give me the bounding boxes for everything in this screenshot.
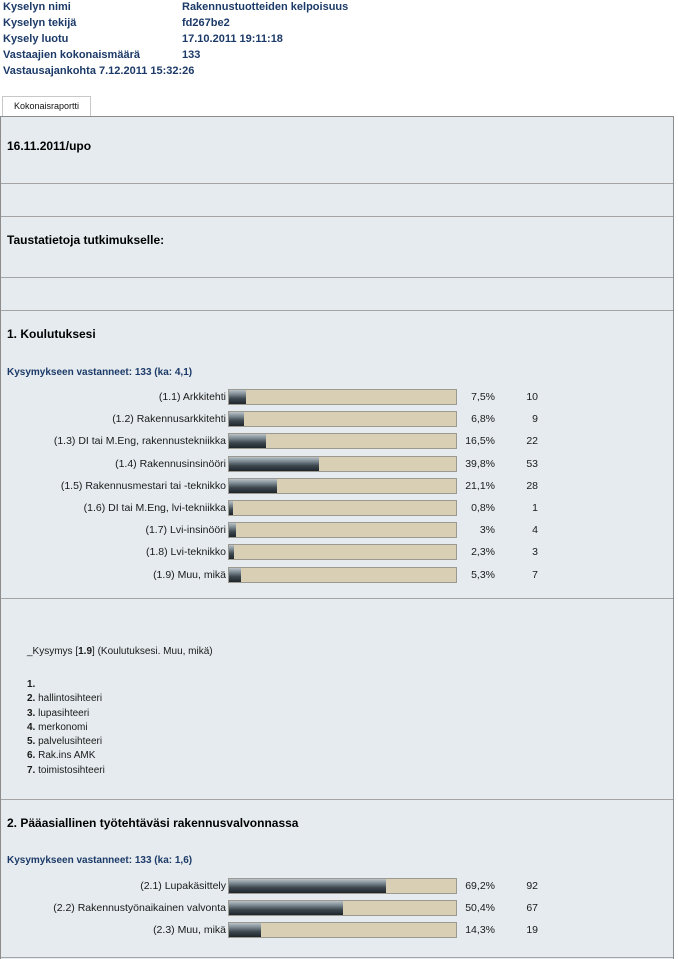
answer-percent: 39,8% xyxy=(465,457,495,470)
percentage-bar xyxy=(228,478,457,494)
percentage-bar xyxy=(228,500,457,516)
answer-number: 2. xyxy=(27,693,36,705)
answer-row xyxy=(1,567,673,585)
question-1-section xyxy=(1,311,673,599)
report-panel xyxy=(0,116,674,959)
answer-label: (1.1) Arkkitehti xyxy=(158,391,226,403)
answer-percent: 5,3% xyxy=(471,568,495,581)
answer-count: 4 xyxy=(532,524,538,537)
percentage-bar-fill xyxy=(229,501,233,515)
answer-row xyxy=(1,478,673,496)
percentage-bar-fill xyxy=(229,412,244,426)
answer-label: (1.7) Lvi-insinööri xyxy=(145,524,226,537)
answer-percent: 0,8% xyxy=(471,502,495,514)
answer-row xyxy=(1,544,673,562)
percentage-bar-fill xyxy=(229,545,234,559)
list-item xyxy=(27,735,105,749)
answer-count: 92 xyxy=(526,880,538,892)
meta-key: Vastaajien kokonaismäärä xyxy=(3,49,140,61)
tab-overall-report[interactable]: Kokonaisraportti xyxy=(2,96,91,116)
list-item xyxy=(27,721,105,735)
percentage-bar xyxy=(228,389,457,405)
answer-row xyxy=(1,389,673,407)
section-spacer xyxy=(1,278,673,311)
percentage-bar xyxy=(228,878,457,894)
answer-percent: 14,3% xyxy=(465,924,495,937)
background-heading: Taustatietoja tutkimukselle: xyxy=(7,233,165,247)
question-ref-suffix: ] (Koulutuksesi. Muu, mikä) xyxy=(92,646,213,657)
open-answer-list xyxy=(27,678,105,778)
list-item xyxy=(27,692,105,706)
meta-row-response-time xyxy=(3,64,673,80)
meta-value: 17.10.2011 19:11:18 xyxy=(182,33,283,45)
survey-meta xyxy=(3,0,673,80)
meta-row-created xyxy=(3,32,673,48)
answer-number: 5. xyxy=(27,736,36,748)
answer-percent: 16,5% xyxy=(465,435,495,448)
answer-label: (1.3) DI tai M.Eng, rakennustekniikka xyxy=(53,435,226,448)
open-question-reference xyxy=(27,646,213,657)
answer-count: 9 xyxy=(532,413,538,426)
answer-row xyxy=(1,900,673,918)
answer-percent: 3% xyxy=(479,524,495,537)
percentage-bar-fill xyxy=(229,479,277,493)
answer-text: Rak.ins AMK xyxy=(38,750,96,762)
answer-label: (2.3) Muu, mikä xyxy=(153,924,226,937)
percentage-bar xyxy=(228,522,457,538)
percentage-bar xyxy=(228,900,457,916)
question-ref-prefix: _Kysymys [ xyxy=(27,646,79,657)
answer-count: 3 xyxy=(532,546,538,559)
answer-number: 1. xyxy=(27,679,36,690)
meta-key: Kysely luotu xyxy=(3,33,69,45)
percentage-bar-fill xyxy=(229,568,241,582)
answer-row xyxy=(1,433,673,451)
question-title: 1. Koulutuksesi xyxy=(7,327,96,341)
answer-row xyxy=(1,456,673,474)
meta-row-author xyxy=(3,16,673,32)
percentage-bar-fill xyxy=(229,390,246,404)
answer-label: (2.2) Rakennustyönaikainen valvonta xyxy=(53,902,226,915)
answer-number: 4. xyxy=(27,721,36,733)
section-spacer xyxy=(1,184,673,217)
answer-text: lupasihteeri xyxy=(38,707,90,719)
answer-row xyxy=(1,411,673,429)
answer-number: 7. xyxy=(27,764,36,776)
question-2-section xyxy=(1,800,673,958)
answer-row xyxy=(1,878,673,896)
answer-number: 6. xyxy=(27,750,36,762)
answer-count: 28 xyxy=(526,479,538,492)
answer-percent: 6,8% xyxy=(471,413,495,426)
answer-label: (1.5) Rakennusmestari tai -teknikko xyxy=(60,479,226,492)
meta-row-survey-name xyxy=(3,0,673,16)
answer-label: (1.4) Rakennusinsinööri xyxy=(115,457,226,470)
answer-text: palvelusihteeri xyxy=(38,736,103,748)
meta-value: fd267be2 xyxy=(182,17,230,29)
answer-row xyxy=(1,500,673,518)
percentage-bar xyxy=(228,544,457,560)
list-item xyxy=(27,707,105,721)
question-title: 2. Pääasiallinen työtehtäväsi rakennusvalvonnassa xyxy=(7,816,299,830)
percentage-bar-fill xyxy=(229,901,343,915)
percentage-bar xyxy=(228,567,457,583)
answer-row xyxy=(1,922,673,940)
meta-key: Kyselyn tekijä xyxy=(3,17,77,29)
answer-count: 22 xyxy=(526,435,538,448)
percentage-bar xyxy=(228,922,457,938)
percentage-bar-fill xyxy=(229,434,266,448)
report-date-heading: 16.11.2011/upo xyxy=(7,139,92,153)
answer-text: toimistosihteeri xyxy=(38,764,105,776)
answer-number: 3. xyxy=(27,707,36,719)
list-item xyxy=(27,764,105,778)
answer-row xyxy=(1,522,673,540)
answer-text: merkonomi xyxy=(38,721,88,733)
answer-text: hallintosihteeri xyxy=(38,693,103,705)
answer-label: (1.9) Muu, mikä xyxy=(153,568,226,581)
percentage-bar-fill xyxy=(229,923,261,937)
answer-count: 53 xyxy=(526,457,538,470)
percentage-bar xyxy=(228,411,457,427)
answer-label: (2.1) Lupakäsittely xyxy=(140,880,226,892)
answer-percent: 69,2% xyxy=(465,880,495,892)
meta-row-respondent-count xyxy=(3,48,673,64)
percentage-bar-fill xyxy=(229,879,386,893)
meta-value: Rakennustuotteiden kelpoisuus xyxy=(182,1,349,13)
percentage-bar-fill xyxy=(229,523,236,537)
answer-count: 7 xyxy=(532,568,538,581)
list-item xyxy=(27,749,105,763)
respondent-summary: Kysymykseen vastanneet: 133 (ka: 1,6) xyxy=(7,855,193,866)
section-date xyxy=(1,117,673,184)
answer-count: 67 xyxy=(526,902,538,915)
answer-percent: 21,1% xyxy=(465,479,495,492)
meta-key: Kyselyn nimi xyxy=(3,1,71,13)
answer-label: (1.2) Rakennusarkkitehti xyxy=(112,413,226,426)
answer-percent: 7,5% xyxy=(471,391,495,403)
meta-value: 133 xyxy=(182,49,201,61)
question-1-9-open-answers xyxy=(1,599,673,800)
answer-count: 19 xyxy=(526,924,538,937)
respondent-summary: Kysymykseen vastanneet: 133 (ka: 4,1) xyxy=(7,367,193,378)
percentage-bar xyxy=(228,456,457,472)
meta-key: Vastausajankohta 7.12.2011 15:32:26 xyxy=(3,65,195,77)
answer-label: (1.6) DI tai M.Eng, lvi-tekniikka xyxy=(83,502,226,514)
answer-count: 10 xyxy=(526,391,538,403)
percentage-bar-fill xyxy=(229,457,319,471)
list-item xyxy=(27,678,105,692)
answer-percent: 2,3% xyxy=(471,546,495,559)
percentage-bar xyxy=(228,433,457,449)
answer-percent: 50,4% xyxy=(465,902,495,915)
section-background xyxy=(1,217,673,278)
answer-label: (1.8) Lvi-teknikko xyxy=(146,546,226,559)
answer-count: 1 xyxy=(532,502,538,514)
question-ref-number: 1.9 xyxy=(78,646,93,657)
